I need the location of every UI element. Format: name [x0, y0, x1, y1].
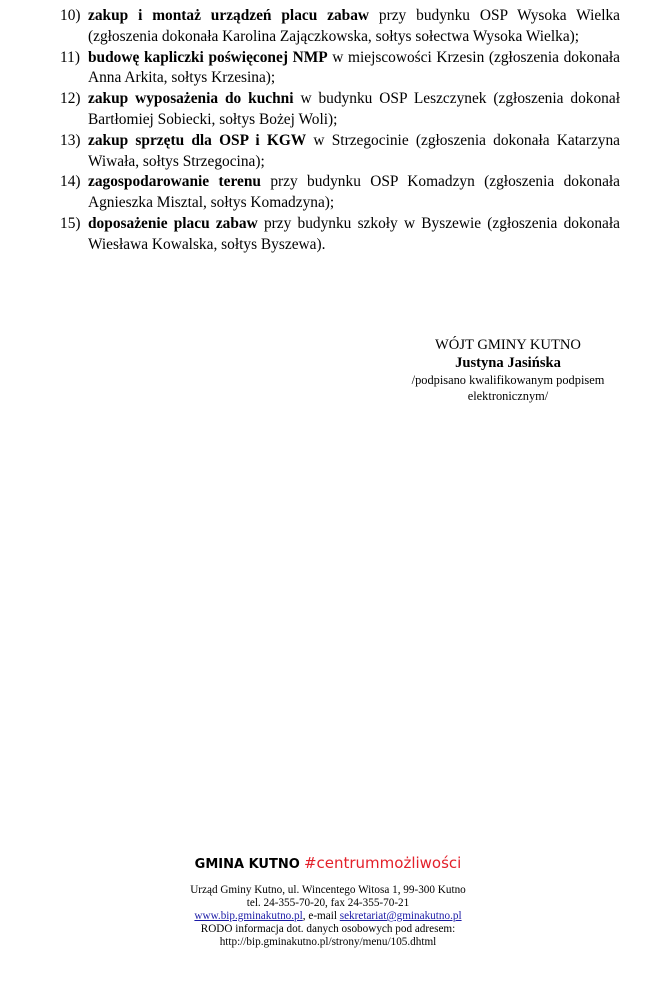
list-item	[60, 48, 620, 90]
brand-tagline: #centrummożliwości	[303, 854, 462, 872]
footer-address: Urząd Gminy Kutno, ul. Wincentego Witosa 1, 99-300 Kutno	[190, 884, 466, 896]
item-title: zagospodarowanie terenu	[88, 173, 261, 191]
website-link[interactable]: www.bip.gminakutno.pl	[194, 910, 303, 922]
list-item	[60, 131, 620, 173]
list-item	[60, 6, 620, 48]
page-footer	[130, 854, 526, 949]
item-title: zakup sprzętu dla OSP i KGW	[88, 131, 307, 149]
signature-note: /podpisano kwalifikowanym podpisem elektronicznym/	[411, 373, 605, 403]
item-number: 12)	[60, 90, 81, 108]
item-number: 13)	[60, 131, 81, 149]
item-description: w budynku OSP Leszczynek (zgłoszenia dokonał Bartłomiej Sobiecki, sołtys Bożej Woli);	[88, 90, 620, 128]
footer-rodo-url: http://bip.gminakutno.pl/strony/menu/105.dhtml	[219, 936, 437, 948]
signatory-name: Justyna Jasińska	[455, 355, 561, 371]
email-link[interactable]: sekretariat@gminakutno.pl	[339, 910, 462, 922]
item-description: przy budynku OSP Komadzyn (zgłoszenia dokonała Agnieszka Misztal, sołtys Komadzyna);	[88, 173, 621, 212]
item-number: 10)	[60, 7, 81, 24]
item-title: zakup wyposażenia do kuchni	[88, 90, 294, 108]
item-description: przy budynku OSP Wysoka Wielka (zgłoszenia dokonała Karolina Zajączkowska, sołtys sołectwa Wysoka Wielka);	[88, 7, 621, 45]
footer-contact	[130, 910, 526, 923]
list-item	[60, 172, 620, 214]
task-list	[60, 6, 620, 256]
item-title: budowę kapliczki poświęconej NMP	[88, 48, 328, 66]
item-description: w Strzegocinie (zgłoszenia dokonała Katarzyna Wiwała, sołtys Strzegocina);	[88, 131, 620, 170]
item-number: 11)	[60, 48, 80, 66]
list-item	[60, 89, 620, 131]
item-title: zakup i montaż urządzeń placu zabaw	[88, 7, 370, 24]
footer-brand	[130, 854, 526, 874]
signature-block	[390, 336, 626, 404]
footer-rodo: RODO informacja dot. danych osobowych pod adresem:	[200, 923, 456, 935]
item-title: doposażenie placu zabaw	[88, 214, 258, 232]
item-description: przy budynku szkoły w Byszewie (zgłoszenia dokonała Wiesława Kowalska, sołtys Byszewa).	[88, 214, 620, 253]
item-description: w miejscowości Krzesin (zgłoszenia dokonała Anna Arkita, sołtys Krzesina);	[88, 48, 621, 87]
email-label: , e-mail	[302, 910, 337, 922]
list-item	[60, 214, 620, 256]
item-number: 14)	[60, 173, 81, 191]
signatory-office: WÓJT GMINY KUTNO	[435, 337, 581, 353]
brand-name: GMINA KUTNO	[194, 857, 300, 872]
footer-phones: tel. 24-355-70-20, fax 24-355-70-21	[246, 897, 410, 909]
item-number: 15)	[60, 214, 81, 232]
